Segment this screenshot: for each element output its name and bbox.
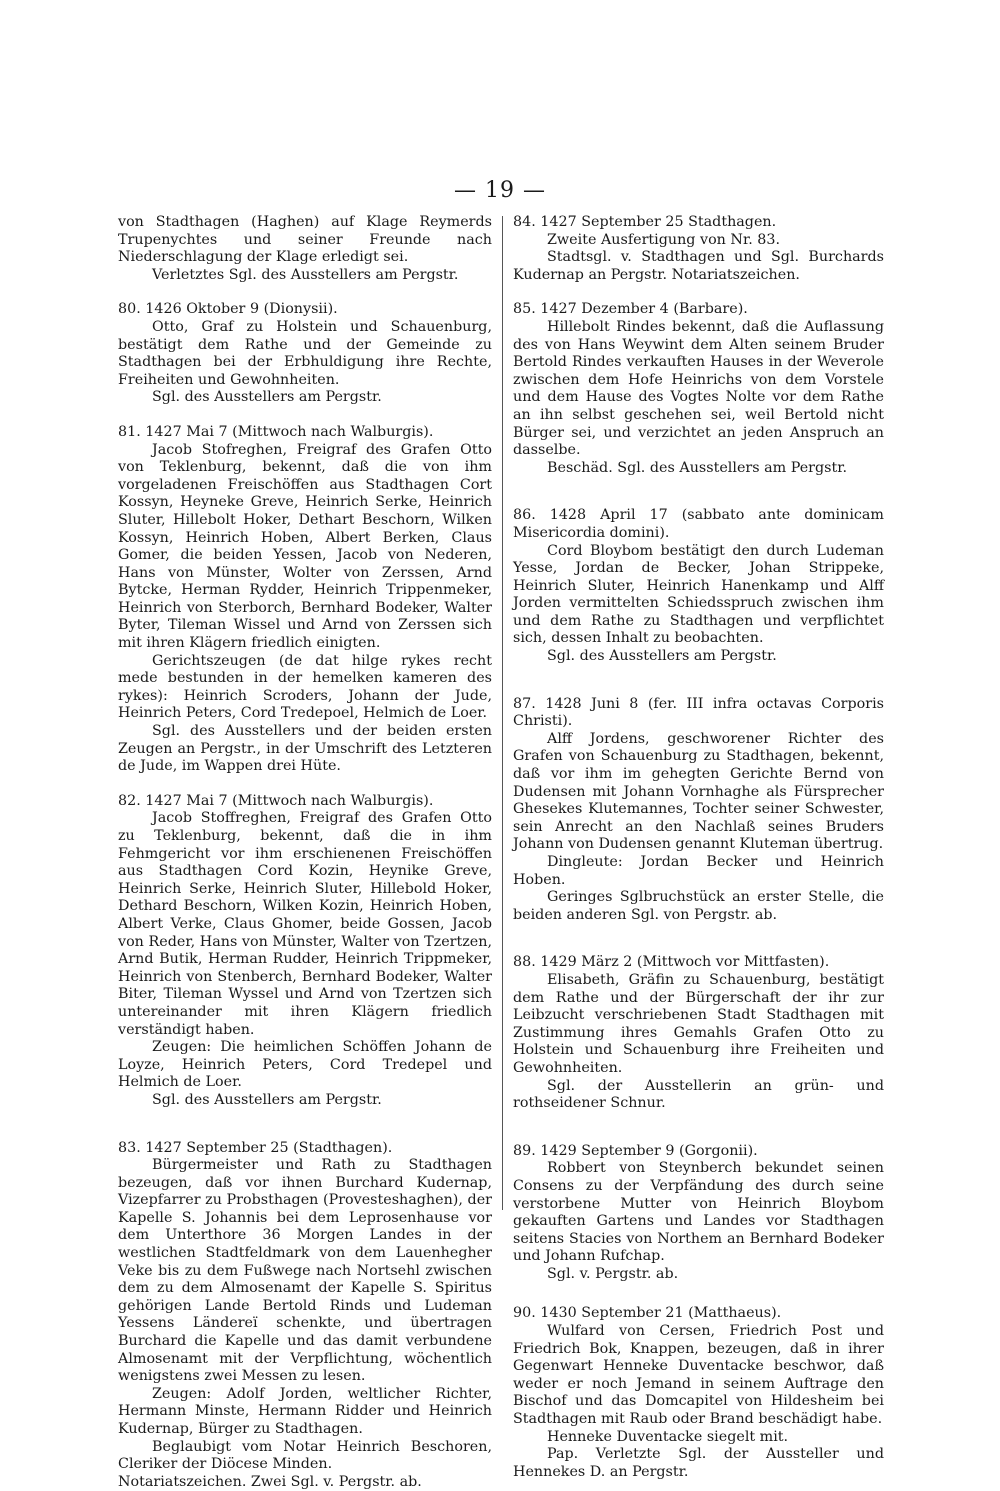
witnesses-note: Dingleute: Jordan Becker und Heinrich Hoben. (513, 854, 884, 889)
witnesses-note: Zeugen: Die heimlichen Schöffen Johann de Loyze, Heinrich Peters, Cord Tredepel und Helmich de Loer. (118, 1039, 492, 1092)
entry-heading: 89. 1429 September 9 (Gorgonii). (513, 1143, 884, 1161)
entry-text: Elisabeth, Gräfin zu Schauenburg, bestätigt dem Rathe und der Bürgerschaft der ihr zur Leibzucht verschriebenen Stadt Stadthagen mit Zustimmung ihres Gemahls Grafen Otto zu Holstein und Schauenburg ihre Freiheiten und Gewohnheiten. (513, 972, 884, 1078)
entry-87 (513, 696, 884, 925)
entry-heading: 88. 1429 März 2 (Mittwoch vor Mittfasten). (513, 954, 884, 972)
entry-heading: 81. 1427 Mai 7 (Mittwoch nach Walburgis). (118, 424, 492, 442)
entry-86 (513, 507, 884, 665)
seal-note: Stadtsgl. v. Stadthagen und Sgl. Burchards Kudernap an Pergstr. Notariatszeichen. (513, 249, 884, 284)
entry-84 (513, 214, 884, 284)
seal-statement: Henneke Duventacke siegelt mit. (513, 1429, 884, 1447)
seal-note: Geringes Sglbruchstück an erster Stelle, die beiden anderen Sgl. von Pergstr. ab. (513, 889, 884, 924)
entry-heading: 82. 1427 Mai 7 (Mittwoch nach Walburgis). (118, 793, 492, 811)
column-divider (502, 216, 503, 1210)
entry-heading: 87. 1428 Juni 8 (fer. III infra octavas Corporis Christi). (513, 696, 884, 731)
seal-note: Beschäd. Sgl. des Ausstellers am Pergstr. (513, 460, 884, 478)
entry-heading: 84. 1427 September 25 Stadthagen. (513, 214, 884, 232)
witnesses-note: Zeugen: Adolf Jorden, weltlicher Richter, Hermann Minste, Hermann Ridder und Heinrich Kudernap, Bürger zu Stadthagen. (118, 1386, 492, 1439)
entry-88 (513, 954, 884, 1112)
entry-text: Jacob Stoffreghen, Freigraf des Grafen Otto zu Teklenburg, bekennt, daß die in ihm Fehmgericht vor ihm erschienenen Freischöffen aus Stadthagen Cord Kozin, Heynike Greve, Heinrich Serke, Heinrich Sluter, Hillebold Hoker, Dethard Beschorn, Wilken Kozin, Heinrich Hoben, Albert Verke, Claus Ghomer, beide Gossen, Jacob von Reder, Hans von Münster, Walter von Tzertzen, Arnd Butik, Herman Rudder, Heinrich Trippmeker, Heinrich von Stenberch, Bernhard Bodeker, Walter Biter, Tileman Wyssel und Arnd von Tzertzen sich untereinander mit ihren Klägern friedlich verständigt haben. (118, 810, 492, 1039)
witnesses-note: Gerichtszeugen (de dat hilge rykes recht mede bestunden in der hemelken kameren des rykes): Heinrich Scroders, Johann der Jude, Heinrich Peters, Cord Tredepoel, Helmich de Loer. (118, 653, 492, 723)
entry-83 (118, 1140, 492, 1491)
entry-text: Zweite Ausfertigung von Nr. 83. (513, 232, 884, 250)
entry-85 (513, 301, 884, 477)
entry-81 (118, 424, 492, 776)
seal-note: Sgl. des Ausstellers am Pergstr. (118, 1092, 492, 1110)
seal-note: Verletztes Sgl. des Ausstellers am Pergstr. (118, 267, 492, 285)
seal-note: Sgl. der Ausstellerin an grün- und rothseidener Schnur. (513, 1078, 884, 1113)
seal-note: Sgl. v. Pergstr. ab. (513, 1266, 884, 1284)
entry-text: Hillebolt Rindes bekennt, daß die Auflassung des von Hans Weywint dem Alten seinem Bruder Bertold Rindes verkauften Hauses in der Weverole zwischen dem Hofe Heinrichs von dem Vorstele und dem Hause des Vogtes Nolte vor dem Rathe an ihn selbst geschehen sei, weil Bertold nicht Bürger sei, und verzichtet an jeden Anspruch an dasselbe. (513, 319, 884, 460)
entry-text: Robbert von Steynberch bekundet seinen Consens zu der Verpfändung des durch seine verstorbene Mutter von Heinrich Bloybom gekauften Gartens und Landes vor Stadthagen seitens Stacies von Northem an Bernhard Bodeker und Johann Rufchap. (513, 1160, 884, 1266)
seal-note: Notariatszeichen. Zwei Sgl. v. Pergstr. ab. (118, 1474, 492, 1491)
left-column (118, 214, 492, 1491)
entry-heading: 90. 1430 September 21 (Matthaeus). (513, 1305, 884, 1323)
entry-82 (118, 793, 492, 1110)
notary-note: Beglaubigt vom Notar Heinrich Beschoren, Cleriker der Diöcese Minden. (118, 1439, 492, 1474)
right-column (513, 214, 884, 1481)
seal-note: Pap. Verletzte Sgl. der Aussteller und Hennekes D. an Pergstr. (513, 1446, 884, 1481)
entry-heading: 86. 1428 April 17 (sabbato ante dominicam Misericordia domini). (513, 507, 884, 542)
entry-text: Otto, Graf zu Holstein und Schauenburg, bestätigt dem Rathe und der Gemeinde zu Stadthagen bei der Erbhuldigung ihre Rechte, Freiheiten und Gewohnheiten. (118, 319, 492, 389)
entry-90 (513, 1305, 884, 1481)
entry-heading: 83. 1427 September 25 (Stadthagen). (118, 1140, 492, 1158)
entry-79-continuation (118, 214, 492, 284)
seal-note: Sgl. des Ausstellers am Pergstr. (513, 648, 884, 666)
entry-text: Jacob Stofreghen, Freigraf des Grafen Otto von Teklenburg, bekennt, daß die von ihm vorgeladenen Freischöffen aus Stadthagen Cort Kossyn, Heyneke Greve, Heinrich Serke, Heinrich Sluter, Hillebolt Hoker, Dethart Beschorn, Wilken Kossyn, Heinrich Hoben, Albert Berken, Claus Gomer, die beiden Yessen, Jacob von Nederen, Hans von Münster, Wolter von Zerssen, Arnd Bytcke, Herman Rydder, Heinrich Trippenmeker, Heinrich von Sterborch, Bernhard Bodeker, Walter Byter, Tileman Wissel und Arnd von Zerssen sich mit ihren Klägern friedlich einigten. (118, 442, 492, 653)
seal-note: Sgl. des Ausstellers am Pergstr. (118, 389, 492, 407)
entry-text: Cord Bloybom bestätigt den durch Ludeman Yesse, Jordan de Becker, Johan Strippeke, Heinrich Sluter, Heinrich Hanenkamp und Alff Jorden vermittelten Schiedsspruch zwischen ihm und dem Rathe zu Stadthagen und verpflichtet sich, dessen Inhalt zu beobachten. (513, 543, 884, 649)
entry-text: Alff Jordens, geschworener Richter des Grafen von Schauenburg zu Stadthagen, bekennt, daß vor ihm im gehegten Gerichte Bernd von Dudensen mit Johann Vornhaghe als Fürsprecher Ghesekes Klutemannes, Tochter seiner Schwester, sein Anrecht an den Nachlaß seines Bruders Johann von Dudensen genannt Kluteman übertrug. (513, 731, 884, 854)
entry-text: Wulfard von Cersen, Friedrich Post und Friedrich Bok, Knappen, bezeugen, daß in ihrer Gegenwart Henneke Duventacke beschwor, daß weder er noch Jemand in seinem Auftrage den Bischof und das Domcapitel von Hildesheim bei Stadthagen mit Raub oder Brand beschädigt habe. (513, 1323, 884, 1429)
entry-heading: 80. 1426 Oktober 9 (Dionysii). (118, 301, 492, 319)
entry-80 (118, 301, 492, 407)
page-number: — 19 — (0, 178, 1000, 203)
seal-note: Sgl. des Ausstellers und der beiden ersten Zeugen an Pergstr., in der Umschrift des Letzteren de Jude, im Wappen drei Hüte. (118, 723, 492, 776)
entry-text: Bürgermeister und Rath zu Stadthagen bezeugen, daß vor ihnen Burchard Kudernap, Vizepfarrer zu Probsthagen (Provesteshaghen), der Kapelle S. Johannis bei dem Leprosenhause vor dem Unterthore 36 Morgen Landes in der westlichen Stadtfeldmark von dem Lauenhegher Veke bis zu dem Fußwege nach Nortsehl zwischen dem zu dem Almosenamt der Kapelle S. Spiritus gehörigen Lande Bertold Rinds und Ludeman Yessens Ländereï schenkte, und übertragen Burchard die Kapelle und das damit verbundene Almosenamt mit der Verpflichtung, wöchentlich wenigstens zwei Messen zu lesen. (118, 1157, 492, 1386)
entry-89 (513, 1143, 884, 1284)
entry-text: von Stadthagen (Haghen) auf Klage Reymerds Trupenychtes und seiner Freunde nach Niederschlagung der Klage erledigt sei. (118, 214, 492, 267)
entry-heading: 85. 1427 Dezember 4 (Barbare). (513, 301, 884, 319)
